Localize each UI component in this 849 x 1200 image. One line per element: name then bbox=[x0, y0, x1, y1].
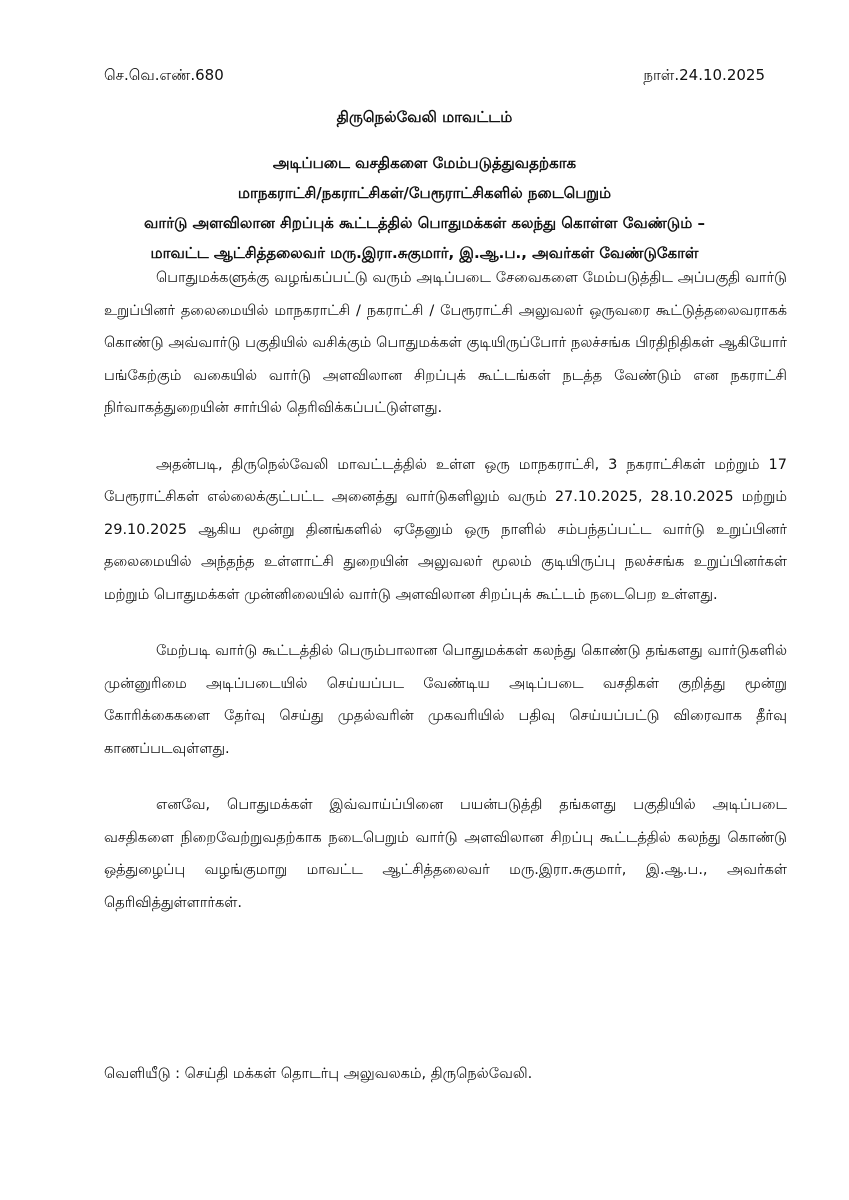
body-text bbox=[104, 262, 787, 943]
headline-line: மாநகராட்சி/நகராட்சிகள்/பேரூராட்சிகளில் நடைபெறும் bbox=[237, 184, 612, 202]
release-date: நாள்.24.10.2025 bbox=[643, 66, 765, 84]
paragraph: அதன்படி, திருநெல்வேலி மாவட்டத்தில் உள்ள ஒரு மாநகராட்சி, 3 நகராட்சிகள் மற்றும் 17 பேரூராட்சிகள் எல்லைக்குட்பட்ட அனைத்து வார்டுகளிலும் வரும் 27.10.2025, 28.10.2025 மற்றும் 29.10.2025 ஆகிய மூன்று தினங்களில் ஏதேனும் ஒரு நாளில் சம்பந்தப்பட்ட வார்டு உறுப்பினர் தலைமையில் அந்தந்த உள்ளாட்சி துறையின் அலுவலர் மூலம் குடியிருப்பு நலச்சங்க உறுப்பினர்கள் மற்றும் பொதுமக்கள் முன்னிலையில் வார்டு அளவிலான சிறப்புக் கூட்டம் நடைபெற உள்ளது. bbox=[104, 456, 787, 603]
headline-line: வார்டு அளவிலான சிறப்புக் கூட்டத்தில் பொதுமக்கள் கலந்து கொள்ள வேண்டும் – bbox=[144, 214, 705, 232]
issued-by: வெளியீடு : செய்தி மக்கள் தொடர்பு அலுவலகம், திருநெல்வேலி. bbox=[104, 1066, 533, 1082]
headline-line: மாவட்ட ஆட்சித்தலைவர் மரு.இரா.சுகுமார், இ.ஆ.ப., அவர்கள் வேண்டுகோள் bbox=[150, 244, 699, 262]
headline bbox=[70, 148, 779, 268]
paragraph: பொதுமக்களுக்கு வழங்கப்பட்டு வரும் அடிப்படை சேவைகளை மேம்படுத்திட அப்பகுதி வார்டு உறுப்பினர் தலைமையில் மாநகராட்சி / நகராட்சி / பேரூராட்சி அலுவலர் ஒருவரை கூட்டுத்தலைவராகக் கொண்டு அவ்வார்டு பகுதியில் வசிக்கும் பொதுமக்கள் குடியிருப்போர் நலச்சங்க பிரதிநிதிகள் ஆகியோர் பங்கேற்கும் வகையில் வார்டு அளவிலான சிறப்புக் கூட்டங்கள் நடத்த வேண்டும் என நகராட்சி நிர்வாகத்துறையின் சார்பில் தெரிவிக்கப்பட்டுள்ளது. bbox=[104, 270, 787, 416]
headline-line: அடிப்படை வசதிகளை மேம்படுத்துவதற்காக bbox=[272, 154, 577, 172]
district-title: திருநெல்வேலி மாவட்டம் bbox=[336, 108, 513, 126]
paragraph: மேற்படி வார்டு கூட்டத்தில் பெரும்பாலான பொதுமக்கள் கலந்து கொண்டு தங்களது வார்டுகளில் முன்னுரிமை அடிப்படையில் செய்யப்பட வேண்டிய அடிப்படை வசதிகள் குறித்து மூன்று கோரிக்கைகளை தேர்வு செய்து முதல்வரின் முகவரியில் பதிவு செய்யப்பட்டு விரைவாக தீர்வு காணப்படவுள்ளது. bbox=[104, 643, 787, 757]
reference-number: செ.வெ.எண்.680 bbox=[104, 66, 224, 84]
reference-line bbox=[104, 66, 765, 90]
paragraph: எனவே, பொதுமக்கள் இவ்வாய்ப்பினை பயன்படுத்தி தங்களது பகுதியில் அடிப்படை வசதிகளை நிறைவேற்றுவதற்காக நடைபெறும் வார்டு அளவிலான சிறப்பு கூட்டத்தில் கலந்து கொண்டு ஒத்துழைப்பு வழங்குமாறு மாவட்ட ஆட்சித்தலைவர் மரு.இரா.சுகுமார், இ.ஆ.ப., அவர்கள் தெரிவித்துள்ளார்கள். bbox=[104, 797, 787, 911]
